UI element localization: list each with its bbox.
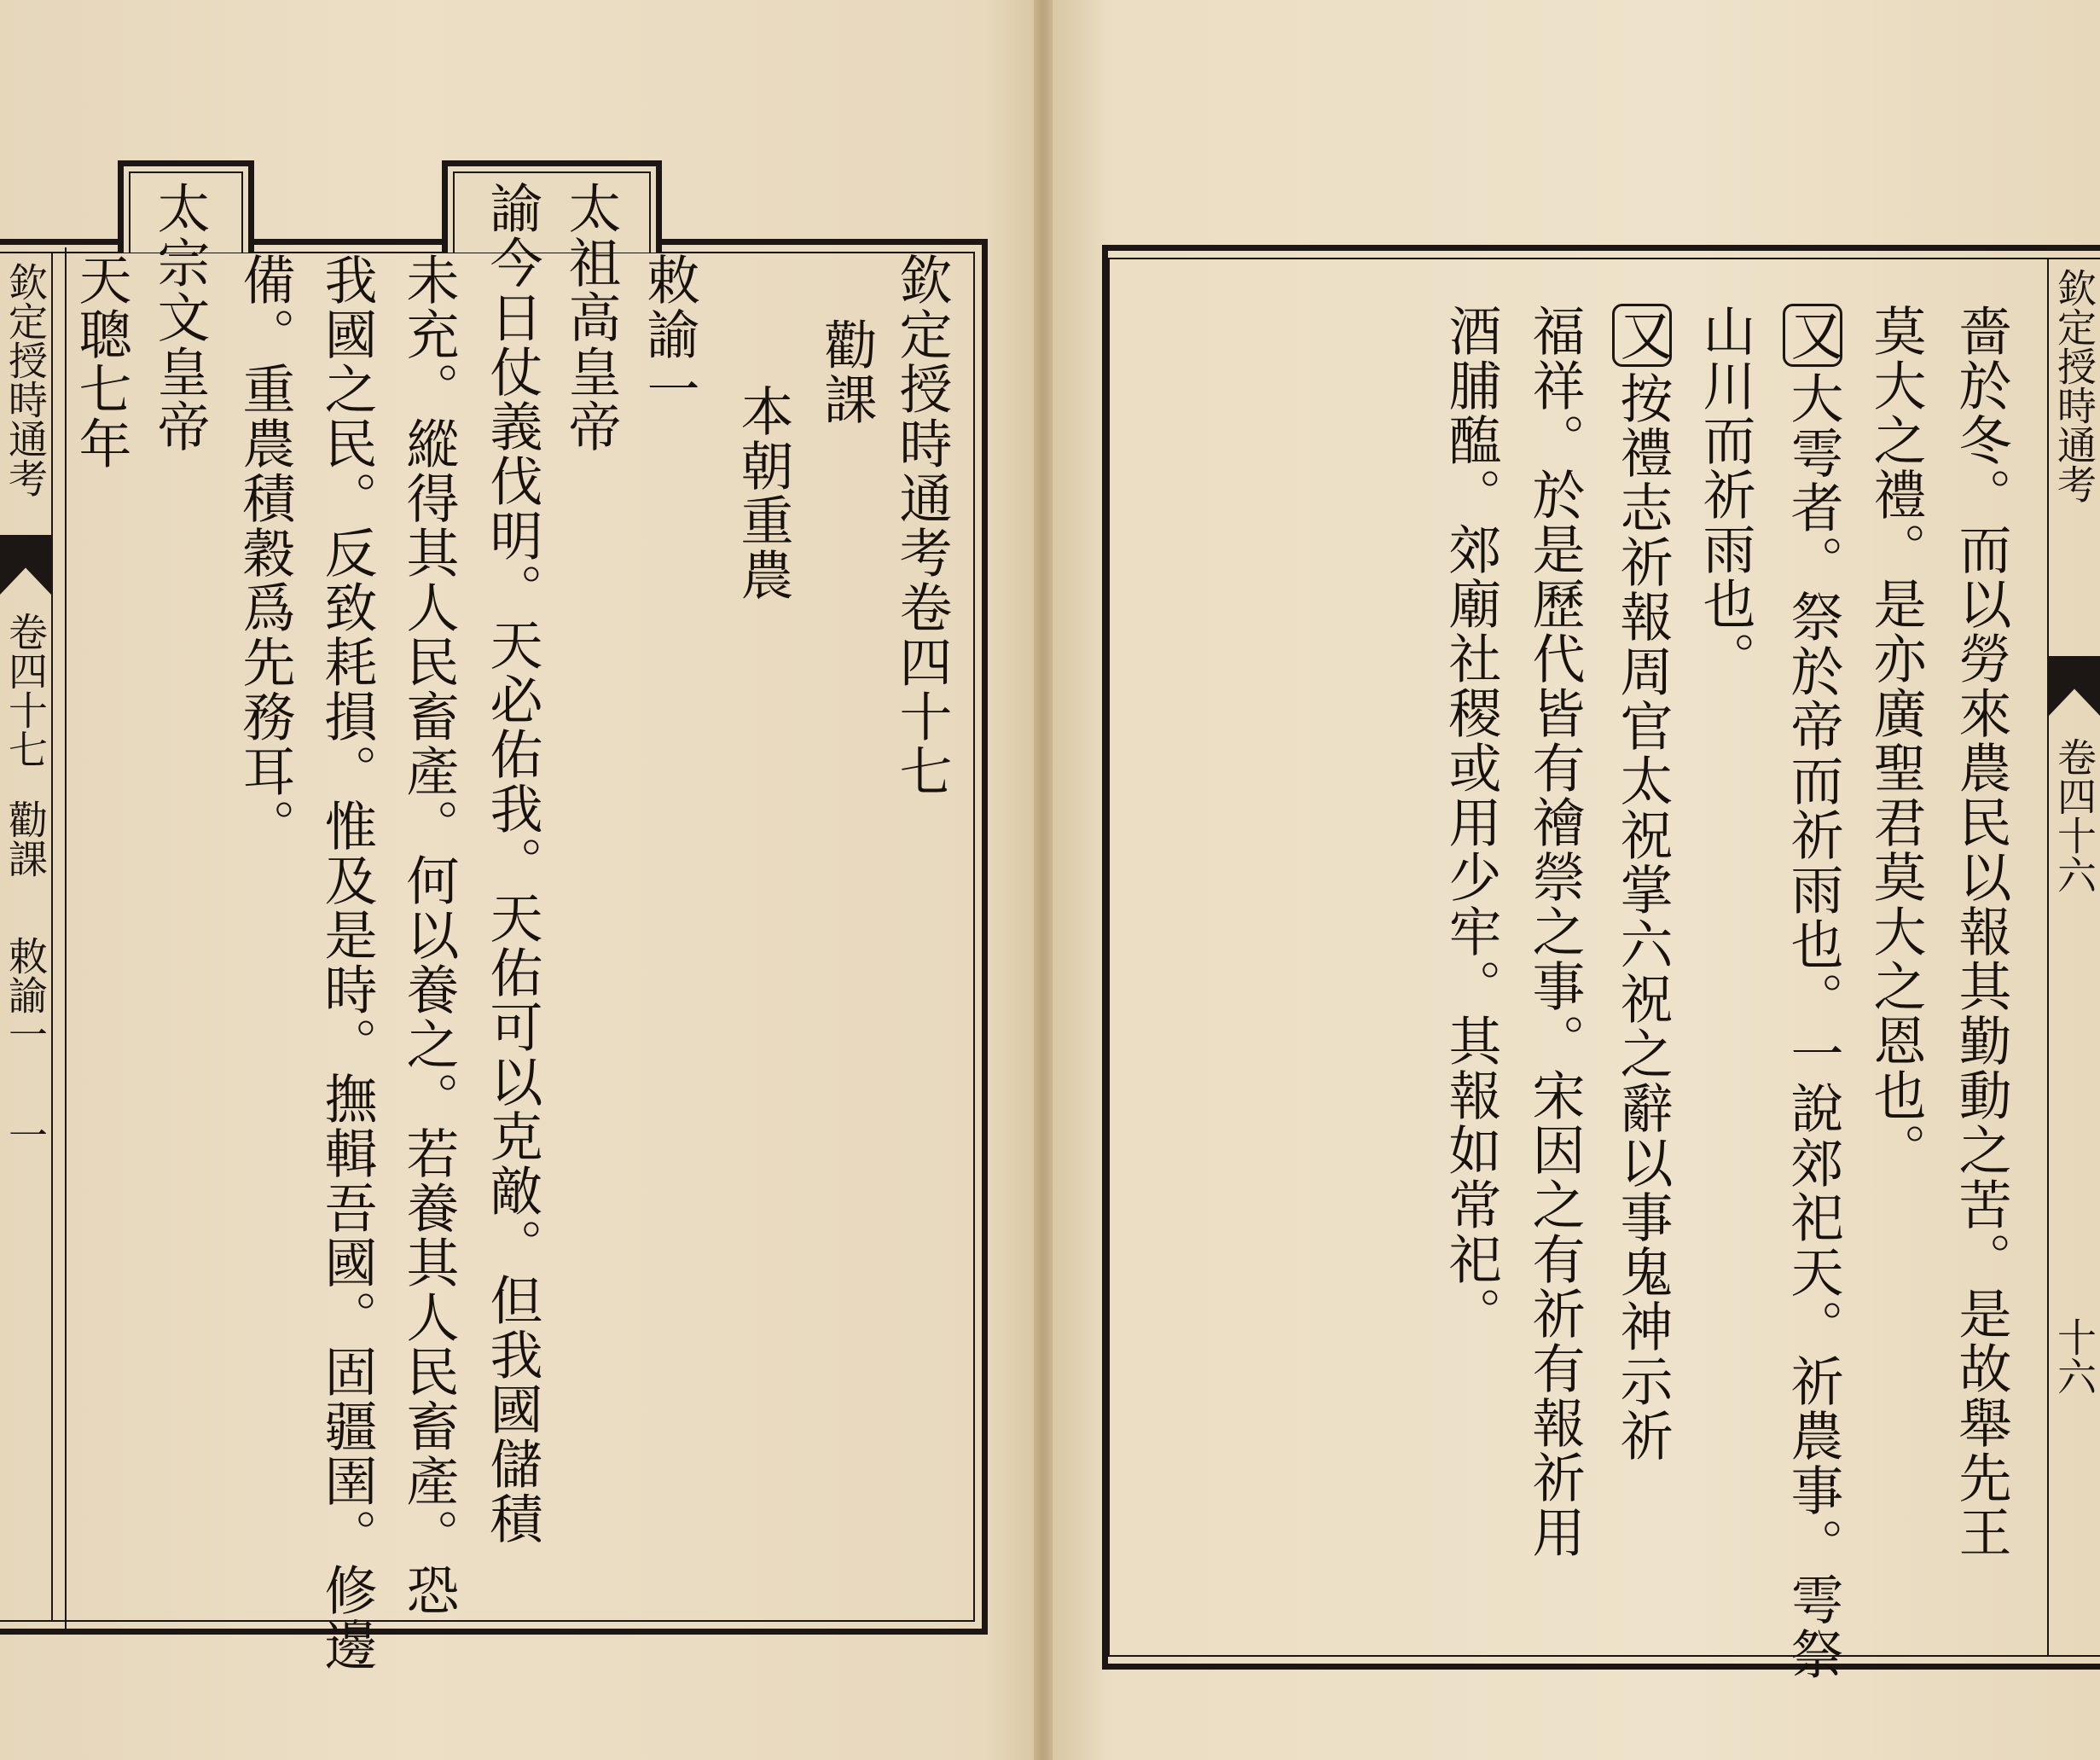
right-banxin-title: 欽定授時通考	[2051, 268, 2097, 503]
left-fishtail	[0, 535, 51, 595]
edict-col-2: 未充。縱得其人民畜產。何以養之。若養其人民畜產。恐	[397, 253, 460, 1618]
text-col-3: 大雩者。祭於帝而祈雨也。一說郊祀天。祈農事。雩祭	[1782, 371, 1844, 1682]
text-col-5: 按禮志祈報周官太祝掌六祝之辭以事鬼神示祈	[1611, 371, 1674, 1464]
book-gutter	[1034, 0, 1053, 1760]
left-banxin-page: 一	[3, 1115, 49, 1154]
right-banxin-page: 十六	[2051, 1317, 2097, 1396]
text-col-6: 福祥。於是歷代皆有禬禜之事。宋因之有祈有報祈用	[1523, 304, 1586, 1560]
left-banxin	[0, 253, 53, 1620]
left-col-rule-1	[65, 247, 67, 1629]
section-heading: 勸課	[815, 317, 878, 427]
reign-year: 天聰七年	[70, 253, 132, 471]
you-marker-1: 又	[1783, 304, 1842, 367]
text-col-1: 嗇於冬。而以勞來農民以報其勤動之苦。是故舉先王	[1950, 304, 2012, 1560]
edict-col-3: 我國之民。反致耗損。惟及是時。撫輯吾國。固疆圉。修邊	[316, 253, 378, 1672]
text-col-3-wrap	[1783, 304, 1842, 1682]
volume-title: 欽定授時通考卷四十七	[890, 253, 953, 799]
text-col-5-wrap	[1612, 304, 1672, 1463]
right-fishtail	[2049, 656, 2100, 716]
chapter-heading: 敕諭一	[638, 253, 700, 416]
subsection-heading: 本朝重農	[732, 384, 794, 602]
right-banxin-volume: 卷四十六	[2051, 737, 2097, 894]
left-banxin-title: 欽定授時通考	[3, 262, 49, 497]
emperor-title-2: 太宗文皇帝	[148, 181, 211, 454]
text-col-7: 酒脯醢。郊廟社稷或用少牢。其報如常祀。	[1440, 304, 1502, 1341]
edict-col-1: 諭今日仗義伐明。天必佑我。天佑可以克敵。但我國儲積	[481, 181, 543, 1546]
right-banxin	[2047, 259, 2100, 1655]
left-banxin-chapter: 敕諭一	[3, 936, 49, 1054]
left-banxin-section: 勸課	[3, 799, 49, 878]
edict-col-4: 備。重農積穀爲先務耳。	[234, 253, 296, 853]
emperor-title-1: 太祖高皇帝	[560, 181, 622, 454]
left-tab-1	[442, 160, 662, 253]
text-col-2: 莫大之禮。是亦廣聖君莫大之恩也。	[1865, 304, 1927, 1177]
you-marker-2: 又	[1612, 304, 1672, 367]
left-banxin-volume: 卷四十七	[3, 612, 49, 769]
text-col-4: 山川而祈雨也。	[1694, 304, 1756, 686]
